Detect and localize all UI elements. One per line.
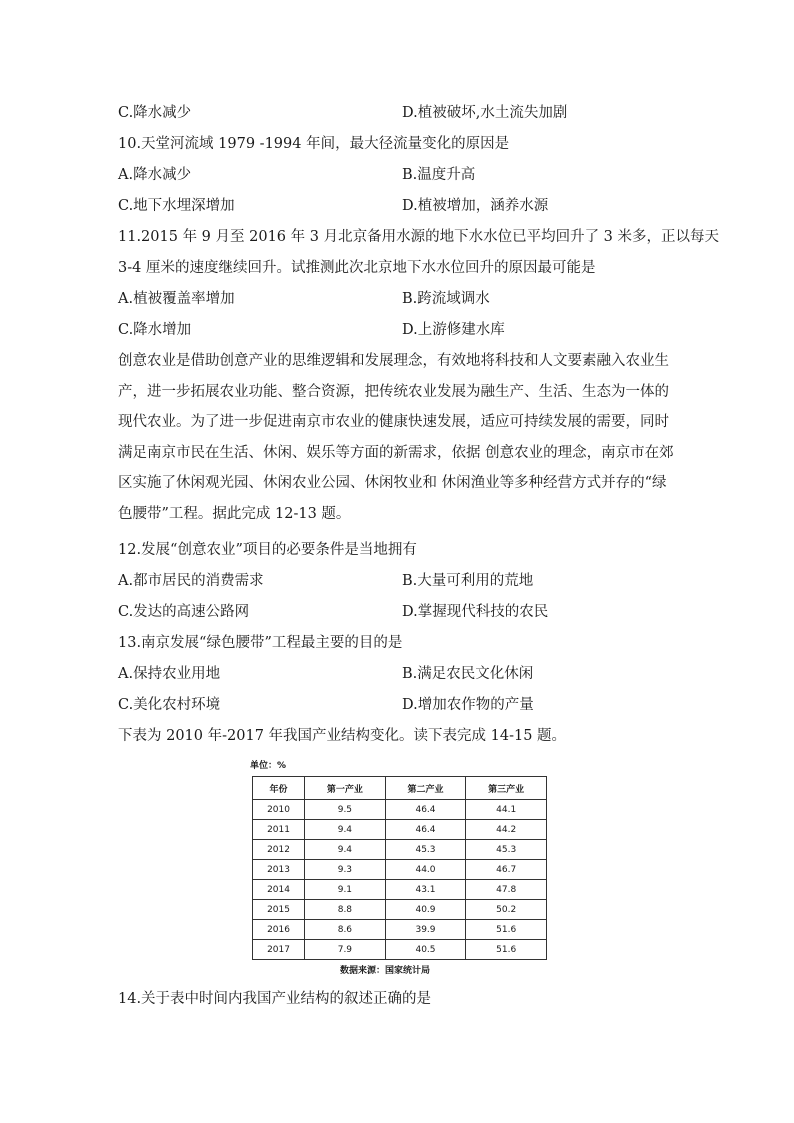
industry-structure-table-figure [248,758,548,976]
cell-year: 2012 [253,840,305,860]
table-row [253,880,547,900]
cell-year: 2011 [253,820,305,840]
q13-option-c: C.美化农村环境 [118,697,221,713]
cell-tertiary: 51.6 [466,940,547,960]
cell-secondary: 46.4 [385,800,466,820]
q11-option-b: B.跨流域调水 [402,291,490,307]
cell-primary: 8.8 [305,900,386,920]
q14-stem: 14.关于表中时间内我国产业结构的叙述正确的是 [118,991,432,1007]
q9-option-d: D.植被破坏,水土流失加剧 [402,105,568,121]
cell-primary: 9.4 [305,820,386,840]
cell-tertiary: 45.3 [466,840,547,860]
table-row [253,840,547,860]
cell-tertiary: 44.2 [466,820,547,840]
q12-option-b: B.大量可利用的荒地 [402,573,534,589]
cell-year: 2016 [253,920,305,940]
cell-primary: 9.4 [305,840,386,860]
q11-stem-line1: 11.2015 年 9 月至 2016 年 3 月北京备用水源的地下水水位已平均回升了 3 米多，正以每天 [118,229,720,245]
q11-option-a: A.植被覆盖率增加 [118,291,235,307]
cell-secondary: 46.4 [385,820,466,840]
table-row [253,820,547,840]
table-row [253,860,547,880]
industry-structure-table [252,776,547,960]
q13-stem: 13.南京发展“绿色腰带”工程最主要的目的是 [118,635,403,651]
q13-option-a: A.保持农业用地 [118,666,221,682]
cell-secondary: 40.9 [385,900,466,920]
passage-paragraph: 创意农业是借助创意产业的思维逻辑和发展理念，有效地将科技和人文要素融入农业生产，进一步拓展农业功能、整合资源，把传统农业发展为融生产、生活、生态为一体的现代农业。为了进一步促进南京市农业的健康快速发展，适应可持续发展的需要，同时满足南京市民在生活、休闲、娱乐等方面的新需求，依据 创意农业的理念，南京市在郊区实施了休闲观光园、休闲农业公园、休闲牧业和 休闲渔业等多种经营方式并存的“绿色腰带”工程。据此完成 12-13 题。 [118,353,674,522]
table-header-row [253,777,547,800]
cell-secondary: 45.3 [385,840,466,860]
q11-option-c: C.降水增加 [118,322,192,338]
cell-year: 2017 [253,940,305,960]
q10-option-d: D.植被增加，涵养水源 [402,198,549,214]
q10-option-b: B.温度升高 [402,167,476,183]
q12-stem: 12.发展“创意农业”项目的必要条件是当地拥有 [118,542,417,558]
cell-tertiary: 50.2 [466,900,547,920]
cell-year: 2010 [253,800,305,820]
cell-tertiary: 44.1 [466,800,547,820]
cell-primary: 7.9 [305,940,386,960]
q9-option-c: C.降水减少 [118,105,192,121]
q10-option-a: A.降水减少 [118,167,192,183]
table-row [253,920,547,940]
q10-option-c: C.地下水埋深增加 [118,198,235,214]
cell-tertiary: 47.8 [466,880,547,900]
cell-primary: 9.5 [305,800,386,820]
table-unit-label: 单位：% [250,761,287,771]
cell-year: 2014 [253,880,305,900]
cell-tertiary: 46.7 [466,860,547,880]
cell-secondary: 39.9 [385,920,466,940]
cell-primary: 9.1 [305,880,386,900]
header-tertiary: 第三产业 [466,777,547,800]
cell-primary: 8.6 [305,920,386,940]
cell-tertiary: 51.6 [466,920,547,940]
table-intro: 下表为 2010 年-2017 年我国产业结构变化。读下表完成 14-15 题。 [118,728,567,744]
header-secondary: 第二产业 [385,777,466,800]
q12-option-a: A.都市居民的消费需求 [118,573,264,589]
cell-secondary: 40.5 [385,940,466,960]
table-row [253,800,547,820]
cell-year: 2015 [253,900,305,920]
cell-secondary: 43.1 [385,880,466,900]
header-year: 年份 [253,777,305,800]
q12-option-c: C.发达的高速公路网 [118,604,250,620]
cell-primary: 9.3 [305,860,386,880]
table-source-note: 数据来源：国家统计局 [340,966,431,976]
q11-option-d: D.上游修建水库 [402,322,505,338]
q12-option-d: D.掌握现代科技的农民 [402,604,549,620]
header-primary: 第一产业 [305,777,386,800]
q13-option-d: D.增加农作物的产量 [402,697,534,713]
q13-option-b: B.满足农民文化休闲 [402,666,534,682]
cell-secondary: 44.0 [385,860,466,880]
table-row [253,940,547,960]
cell-year: 2013 [253,860,305,880]
q11-stem-line2: 3-4 厘米的速度继续回升。试推测此次北京地下水水位回升的原因最可能是 [118,260,596,276]
q10-stem: 10.天堂河流域 1979 -1994 年间，最大径流量变化的原因是 [118,136,510,152]
table-row [253,900,547,920]
